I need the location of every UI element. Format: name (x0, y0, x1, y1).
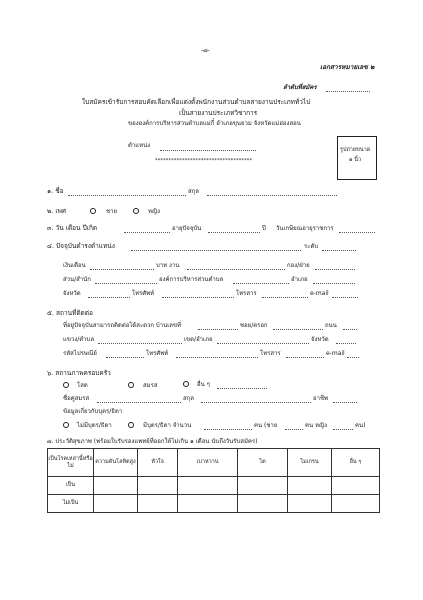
home-phone-field[interactable] (176, 357, 258, 358)
postcode-field[interactable] (106, 357, 144, 358)
no-children-radio[interactable] (63, 422, 69, 428)
gender-female-label: หญิง (148, 208, 160, 215)
persons-female-label: คน หญิง (305, 422, 328, 429)
spouse-name-field[interactable] (97, 402, 181, 403)
work-email-label: e-mail (310, 290, 329, 297)
health-header-heart: หัวใจ (138, 449, 178, 477)
soi-label: ซอย/ตรอก (240, 322, 268, 329)
form-title-line1: ใบสมัครเข้ารับการสอบคัดเลือกเพื่อแต่งตั้งพนักงานส่วนตำบลสายงานประเภททั่วไป (82, 98, 311, 106)
health-history-label: ๗. ประวัติสุขภาพ (พร้อมใบรับรองแพทย์ที่ออกให้ไม่เกิน ๑ เดือน นับถึงวันรับสมัคร) (47, 438, 258, 445)
spouse-occupation-field[interactable] (333, 402, 357, 403)
health-cell[interactable] (94, 495, 138, 513)
spouse-occupation-label: อาชีพ (313, 395, 328, 402)
photo-size-label: รูปถ่ายขนาด (340, 147, 371, 153)
health-cell[interactable] (238, 495, 288, 513)
document-number: เอกสารหมายเลข ๒ (320, 63, 375, 71)
birthdate-field[interactable] (124, 232, 170, 233)
has-children-radio[interactable] (128, 422, 134, 428)
status-married-label: สมรส (143, 382, 158, 389)
age-field[interactable] (208, 232, 260, 233)
work-fax-label: โทรสาร (236, 290, 257, 297)
retirement-label: วันเกษียณอายุราชการ (276, 225, 334, 232)
status-other-label: อื่น ๆ (197, 381, 210, 388)
gender-label: ๒. เพศ (47, 207, 67, 215)
health-row-no-label: ไม่เป็น (48, 495, 94, 513)
photo-size-value: ๑ นิ้ว (349, 157, 362, 163)
home-phone-label: โทรศัพท์ (146, 350, 169, 357)
persons-close-label: คน) (355, 422, 366, 429)
address-province-label: จังหวัด (311, 336, 329, 343)
health-cell[interactable] (288, 495, 332, 513)
subdistrict-field[interactable] (98, 343, 182, 344)
postcode-label: รหัสไปรษณีย์ (63, 350, 97, 357)
status-other-radio[interactable] (183, 381, 189, 387)
current-position-field[interactable] (131, 250, 301, 251)
status-single-label: โสด (77, 382, 88, 389)
health-cell[interactable] (178, 477, 238, 495)
subdistrict-label: แขวง/ตำบล (63, 336, 95, 343)
gender-male-label: ชาย (106, 208, 117, 215)
form-title-line3: ขององค์การบริหารส่วนตำบลแม่กี๋ อำเภอขุนยวม จังหวัดแม่ฮ่องสอน (128, 120, 301, 127)
surname-label: สกุล (188, 188, 199, 195)
children-count-field[interactable] (204, 429, 252, 430)
name-label: ๑. ชื่อ (47, 187, 64, 195)
health-header-condition: เป็นโรคเหล่านี้หรือไม่ (48, 449, 94, 477)
health-cell[interactable] (332, 495, 380, 513)
health-header-kidney: ไต (238, 449, 288, 477)
work-fax-field[interactable] (262, 297, 308, 298)
has-children-label: มีบุตร/ธิดา จำนวน (143, 422, 192, 429)
status-other-field[interactable] (217, 388, 267, 389)
salary-field[interactable] (90, 269, 154, 270)
health-cell[interactable] (238, 477, 288, 495)
office-label: ส่วน/สำนัก (63, 276, 91, 283)
page-number: -๗- (201, 47, 210, 54)
daughters-count-field[interactable] (333, 429, 353, 430)
position-stars: ************************************ (155, 158, 253, 164)
sao-field[interactable] (233, 283, 289, 284)
baht-work-label: บาท งาน (156, 262, 180, 269)
home-email-label: e-mail (326, 350, 345, 357)
district-field[interactable] (313, 283, 355, 284)
work-phone-label: โทรศัพท์ (132, 290, 155, 297)
year-label: ปี (262, 225, 266, 232)
home-fax-field[interactable] (286, 357, 324, 358)
gender-male-radio[interactable] (90, 208, 96, 214)
persons-male-open-label: คน (ชาย (254, 422, 278, 429)
work-phone-field[interactable] (162, 297, 234, 298)
children-info-label: ข้อมูลเกี่ยวกับบุตร/ธิดา (63, 408, 123, 415)
name-field[interactable] (68, 195, 186, 196)
gender-female-radio[interactable] (133, 208, 139, 214)
spouse-surname-field[interactable] (201, 402, 311, 403)
sons-count-field[interactable] (285, 429, 303, 430)
age-label: อายุปัจจุบัน (172, 225, 202, 232)
surname-field[interactable] (207, 195, 337, 196)
sao-label: องค์การบริหารส่วนตำบล (159, 276, 224, 283)
address-district-field[interactable] (217, 343, 309, 344)
level-field[interactable] (322, 250, 356, 251)
status-married-radio[interactable] (128, 382, 134, 388)
address-label: ที่อยู่ปัจจุบันสามารถติดต่อได้สะดวก บ้านเลขที่ (63, 322, 181, 329)
health-header-other: อื่น ๆ (332, 449, 380, 477)
health-cell[interactable] (138, 477, 178, 495)
office-field[interactable] (95, 283, 157, 284)
sequence-field[interactable] (326, 91, 370, 92)
health-cell[interactable] (288, 477, 332, 495)
sequence-label: ลำดับที่สมัคร (283, 84, 317, 91)
home-email-field[interactable] (347, 357, 359, 358)
health-cell[interactable] (178, 495, 238, 513)
spouse-surname-label: สกุล (183, 395, 194, 402)
status-single-radio[interactable] (63, 382, 69, 388)
spouse-name-label: ชื่อคู่สมรส (63, 395, 90, 402)
current-position-label: ๔. ปัจจุบันดำรงตำแหน่ง (47, 242, 115, 250)
birthdate-label: ๓. วัน เดือน ปีเกิด (47, 224, 98, 232)
road-field[interactable] (343, 329, 357, 330)
address-province-field[interactable] (336, 343, 356, 344)
address-district-label: เขต/อำเภอ (184, 336, 213, 343)
contact-label: ๕. สถานที่ติดต่อ (47, 309, 93, 317)
house-number-field[interactable] (198, 329, 238, 330)
district-label: อำเภอ (291, 276, 308, 283)
position-label: ตำแหน่ง (128, 142, 151, 149)
health-row-yes-label: เป็น (48, 477, 94, 495)
province-label: จังหวัด (63, 290, 81, 297)
work-field[interactable] (187, 269, 285, 270)
health-header-hypertension: ความดันโลหิตสูง (94, 449, 138, 477)
work-email-field[interactable] (332, 297, 358, 298)
road-label: ถนน (325, 322, 337, 329)
soi-field[interactable] (273, 329, 323, 330)
health-cell[interactable] (332, 477, 380, 495)
health-table (47, 448, 380, 513)
division-field[interactable] (315, 269, 355, 270)
family-status-label: ๖. สถานภาพครอบครัว (47, 369, 111, 377)
form-title-line2: เป็นสายงานประเภทวิชาการ (179, 109, 258, 117)
retirement-field[interactable] (339, 232, 375, 233)
health-header-migraine: ไมเกรน (288, 449, 332, 477)
level-label: ระดับ (304, 243, 319, 250)
salary-label: เงินเดือน (63, 262, 86, 269)
health-cell[interactable] (94, 477, 138, 495)
position-field[interactable] (160, 150, 256, 151)
home-fax-label: โทรสาร (260, 350, 281, 357)
no-children-label: ไม่มีบุตร/ธิดา (77, 422, 112, 429)
health-header-diabetes: เบาหวาน (178, 449, 238, 477)
health-cell[interactable] (138, 495, 178, 513)
division-label: กอง/ฝ่าย (287, 262, 310, 269)
province-field[interactable] (88, 297, 130, 298)
